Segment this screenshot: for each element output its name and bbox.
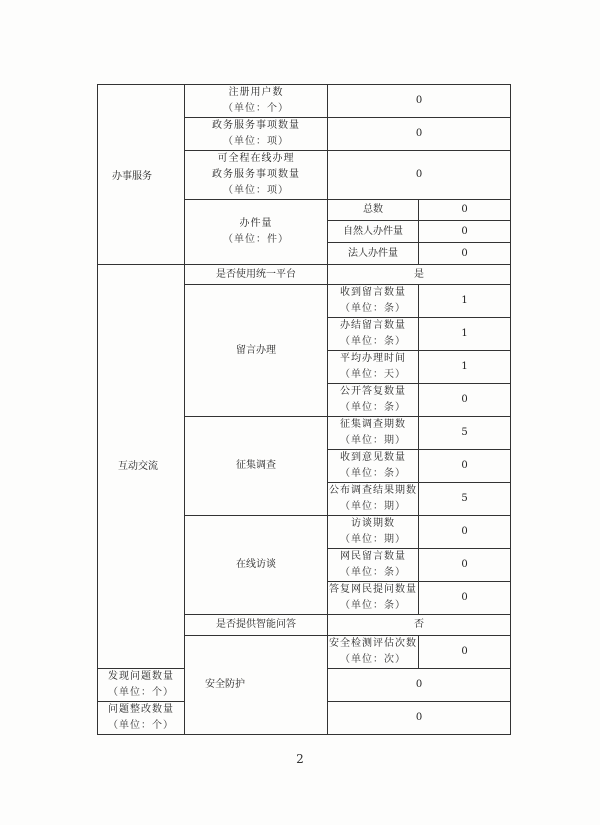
survey-periods-value: 5	[419, 417, 511, 450]
avg-time-label: 平均办理时间 （单位：天）	[328, 351, 419, 384]
smart-qa-label: 是否提供智能问答	[185, 615, 328, 636]
netizen-messages-label: 网民留言数量 （单位：条）	[328, 549, 419, 582]
table-row	[98, 265, 511, 285]
netizen-messages-value: 0	[419, 549, 511, 582]
smart-qa-value: 否	[328, 615, 511, 636]
online-items-label: 可全程在线办理 政务服务事项数量 （单位：项）	[185, 151, 328, 200]
cases-total-label: 总数	[328, 200, 419, 221]
online-items-value: 0	[328, 151, 511, 200]
section-interaction-title: 互动交流	[98, 265, 185, 669]
security-checks-label: 安全检测评估次数 （单位：次）	[328, 636, 419, 669]
section-service-title: 办事服务	[98, 85, 185, 265]
survey-label: 征集调查	[185, 417, 328, 516]
survey-opinions-label: 收到意见数量 （单位：条）	[328, 450, 419, 483]
messages-concluded-value: 1	[419, 318, 511, 351]
page-number: 2	[296, 752, 304, 766]
cases-natural-value: 0	[419, 221, 511, 243]
issues-fixed-label: 问题整改数量 （单位：个）	[98, 702, 185, 735]
cases-total-value: 0	[419, 200, 511, 221]
issues-found-label: 发现问题数量 （单位：个）	[98, 669, 185, 702]
issues-found-value: 0	[328, 669, 511, 702]
avg-time-value: 1	[419, 351, 511, 384]
unified-platform-value: 是	[328, 265, 511, 285]
service-items-label: 政务服务事项数量 （单位：项）	[185, 118, 328, 151]
service-items-value: 0	[328, 118, 511, 151]
answered-questions-label: 答复网民提问数量 （单位：条）	[328, 582, 419, 615]
cases-natural-label: 自然人办件量	[328, 221, 419, 243]
registered-users-label: 注册用户数 （单位：个）	[185, 85, 328, 118]
issues-fixed-value: 0	[328, 702, 511, 735]
survey-results-value: 5	[419, 483, 511, 516]
survey-opinions-value: 0	[419, 450, 511, 483]
survey-results-label: 公布调查结果期数 （单位：期）	[328, 483, 419, 516]
public-replies-label: 公开答复数量 （单位：条）	[328, 384, 419, 417]
interview-label: 在线访谈	[185, 516, 328, 615]
answered-questions-value: 0	[419, 582, 511, 615]
messages-concluded-label: 办结留言数量 （单位：条）	[328, 318, 419, 351]
table-row	[98, 85, 511, 118]
interview-periods-label: 访谈期数 （单位：期）	[328, 516, 419, 549]
cases-label: 办件量 （单位：件）	[185, 200, 328, 265]
survey-periods-label: 征集调查期数 （单位：期）	[328, 417, 419, 450]
unified-platform-label: 是否使用统一平台	[185, 265, 328, 285]
message-handling-label: 留言办理	[185, 285, 328, 417]
public-replies-value: 0	[419, 384, 511, 417]
registered-users-value: 0	[328, 85, 511, 118]
section-security-title: 安全防护	[185, 636, 328, 735]
messages-received-label: 收到留言数量 （单位：条）	[328, 285, 419, 318]
statistics-table	[97, 84, 511, 735]
cases-legal-value: 0	[419, 243, 511, 265]
security-checks-value: 0	[419, 636, 511, 669]
interview-periods-value: 0	[419, 516, 511, 549]
cases-legal-label: 法人办件量	[328, 243, 419, 265]
messages-received-value: 1	[419, 285, 511, 318]
